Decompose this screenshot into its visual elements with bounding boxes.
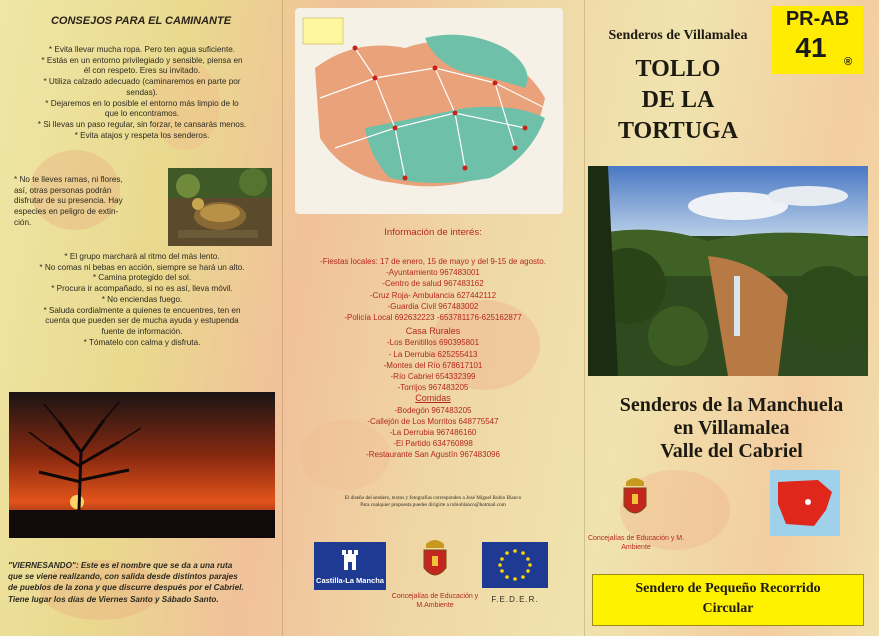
cover-title-line: TOLLO	[635, 56, 721, 82]
cover-title	[584, 54, 772, 147]
castilla-la-mancha-logo	[314, 542, 386, 590]
tip-line: * Estás en un entorno privilegiado y sensible, piensa en	[41, 55, 243, 65]
panel-cover	[584, 0, 879, 636]
rural-line: -Montes del Río 678617101	[383, 360, 483, 370]
viernesando-caption	[8, 560, 276, 605]
spain-map-icon	[770, 470, 840, 536]
tip-line: * No comas ni bebas en acción, siempre se hará un alto.	[39, 262, 245, 272]
badge-registered: ®	[844, 56, 853, 68]
tip-line: * El grupo marchará al ritmo del más lento.	[64, 252, 220, 261]
comida-line: -El Partido 634760898	[393, 439, 473, 449]
tip-line: ción.	[14, 217, 32, 227]
badge-code: PR-AB	[785, 8, 850, 30]
tips-top-list	[14, 45, 270, 141]
concejalias-label: Concejalías de Educación y M.Ambiente	[391, 593, 479, 609]
tip-line: * Evita atajos y respeta los senderos.	[74, 130, 210, 140]
contact-line: -Cruz Roja- Ambulancia 627442112	[369, 290, 497, 300]
castilla-logo-text: Castilla-La Mancha	[316, 576, 384, 585]
region-map	[295, 8, 563, 214]
cover-section-title	[584, 394, 879, 463]
cover-title-line: TORTUGA	[617, 118, 739, 144]
panel-tips	[0, 0, 282, 636]
coat-of-arms-icon	[418, 536, 452, 586]
section-line: Senderos de la Manchuela	[619, 394, 844, 416]
sunset-photo	[9, 392, 275, 538]
comida-line: -Callejón de Los Morritos 648775547	[367, 416, 499, 426]
rurales-title: Casa Rurales	[405, 326, 461, 337]
comida-line: -Bodegón 967483205	[394, 405, 472, 415]
footer-line: Circular	[702, 601, 754, 616]
tips-title: CONSEJOS PARA EL CAMINANTE	[50, 15, 232, 27]
tip-line: * Si llevas un paso regular, sin forzar, te cansarás menos.	[37, 119, 247, 129]
caption-line: que se viene realizando, con salida desde distintos parajes	[8, 572, 238, 582]
section-line: en Villamalea	[673, 417, 790, 439]
tip-line: * Procura ir acompañado, si no es así, lleva móvil.	[51, 284, 233, 294]
tip-line: * Saluda cordialmente a quienes te encuentres, ten en	[43, 305, 241, 315]
caption-line: "VIERNESANDO": Este es el nombre que se da a una ruta	[8, 561, 233, 570]
panel-info	[282, 0, 584, 636]
tip-line: * Evita llevar mucha ropa. Pero ten agua suficiente.	[48, 45, 236, 54]
tip-line: * Camina protegido del sol.	[92, 273, 192, 283]
credits	[292, 495, 574, 509]
tip-line: él con respeto. Eres su invitado.	[83, 66, 201, 76]
tips-bottom-list	[14, 252, 270, 348]
castle-icon	[314, 544, 386, 578]
tip-line: * Tómatelo con calma y disfruta.	[83, 337, 201, 347]
tip-line: fuente de información.	[101, 326, 183, 336]
contact-line: -Guardia Civil 967483002	[387, 301, 479, 311]
tip-line: que lo encontramos.	[104, 109, 180, 119]
rural-line: -Río Cabriel 654332399	[390, 372, 476, 382]
comida-line: -Restaurante San Agustín 967483096	[366, 450, 500, 460]
section-line: Valle del Cabriel	[660, 440, 803, 462]
caption-line: Tiene lugar los días de Viernes Santo y Sábado Santo.	[8, 594, 219, 604]
caption-line: de pueblos de la zona y que discurre después por el Cabriel.	[8, 583, 244, 593]
credit-line: El diseño del sendero, textos y fotografías corresponden a José Miguel Rubio Blanco	[344, 495, 522, 501]
gorge-photo	[588, 166, 868, 376]
tip-line: * Utiliza calzado adecuado (caminaremos en parte por	[43, 77, 241, 87]
comida-line: -La Derrubia 967486160	[389, 428, 477, 438]
tip-line: disfrutar de su presencia. Hay	[14, 196, 123, 206]
tip-line: * No te lleves ramas, ni flores,	[14, 175, 123, 184]
info-block	[282, 256, 584, 461]
footer-text	[593, 579, 863, 619]
comidas-title: Comidas	[415, 393, 451, 404]
footer-box	[592, 574, 864, 626]
contact-line: -Policía Local 692632223 -653781176-625162877	[344, 313, 522, 323]
footer-line: Sendero de Pequeño Recorrido	[635, 581, 821, 596]
feder-label: F.E.D.E.R.	[491, 595, 539, 604]
tip-line: así, otras personas podrán	[14, 185, 112, 195]
credit-line: Para cualquier propuesta puedes dirigirte a rubioblanco@hotmail.com	[360, 502, 506, 508]
trail-badge	[772, 6, 863, 74]
tip-line: cuenta que pueden ser de mucha ayuda y estupenda	[45, 316, 239, 326]
badge-number: 41	[795, 32, 827, 63]
cover-title-line: DE LA	[641, 87, 715, 113]
rural-line: -Los Benitillos 690395801	[386, 338, 480, 348]
fiestas-line: -Fiestas locales: 17 de enero, 15 de mayo y del 9-15 de agosto.	[320, 257, 546, 266]
concejalias-label: Concejalías de Educación y M. Ambiente	[587, 535, 685, 551]
tip-line: * No enciendas fuego.	[101, 294, 183, 304]
eu-flag-icon	[482, 542, 548, 588]
rural-line: -Torrijos 967483205	[397, 383, 469, 393]
contact-line: -Centro de salud 967483162	[382, 279, 484, 289]
tip-line: especies en peligro de extin-	[14, 207, 119, 217]
rural-line: - La Derrubia 625255413	[388, 349, 478, 359]
cover-subtitle: Senderos de Villamalea	[608, 28, 748, 43]
contact-line: -Ayuntamiento 967483001	[386, 268, 480, 278]
info-title: Información de interés:	[384, 227, 482, 238]
tortoise-photo	[168, 168, 272, 246]
tip-line: sendas).	[126, 87, 158, 97]
tips-flora-list	[14, 175, 164, 229]
tip-line: * Dejaremos en lo posible el entorno más limpio de lo	[45, 98, 239, 108]
coat-of-arms-icon	[618, 474, 652, 526]
